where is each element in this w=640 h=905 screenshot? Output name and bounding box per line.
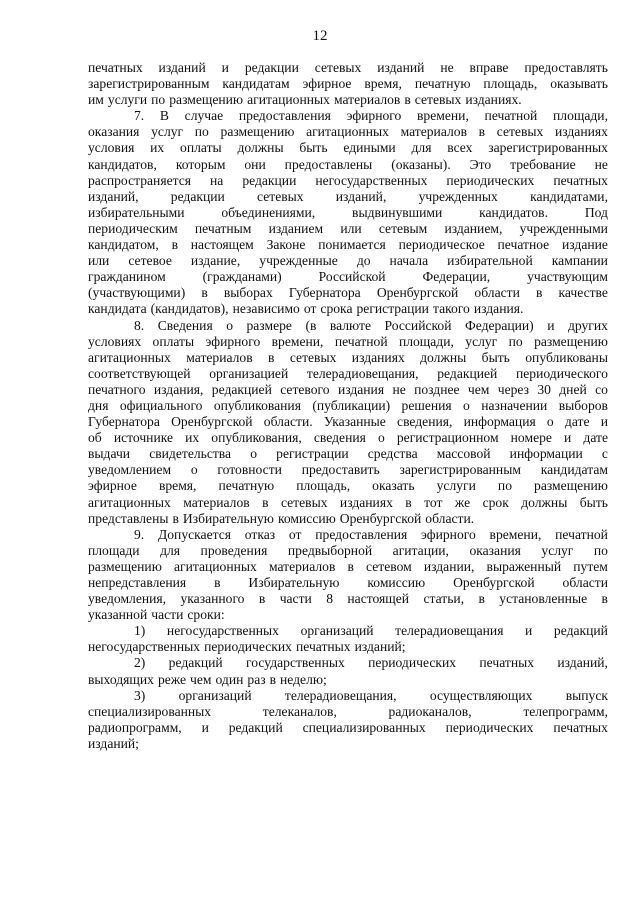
text-line: кандидатов, которым они предоставлены (оказаны). Это требование не: [88, 156, 608, 172]
text-line: агитационных материалов в сетевых изданиях в тот же срок должны быть: [88, 494, 608, 510]
page-number: 12: [312, 28, 328, 44]
text-line: кандидата (кандидатов), независимо от срока регистрации такого издания.: [88, 301, 524, 317]
text-line: уведомления, указанного в части 8 настоящей статьи, в установленные в: [88, 591, 608, 607]
text-line: периодическим печатным изданием или сетевым изданием, учрежденными: [88, 220, 608, 236]
text-line: 2) редакций государственных периодических печатных изданий,: [134, 655, 608, 671]
text-line: размещению агитационных материалов в сетевом издании, выраженный путем: [88, 558, 608, 574]
text-line: распространяется на редакции негосударственных периодических печатных: [88, 172, 608, 188]
text-line: выходящих реже чем один раз в неделю;: [88, 671, 327, 687]
text-line: дня официального опубликования (публикации) решения о назначении выборов: [88, 397, 608, 413]
text-line: зарегистрированным кандидатам эфирное время, печатную площадь, оказывать: [88, 76, 608, 92]
text-line: соответствующей организацией телерадиовещания, редакцией периодического: [88, 365, 608, 381]
text-line: выдачи свидетельства о регистрации средства массовой информации с: [88, 446, 608, 462]
text-line: 9. Допускается отказ от предоставления эфирного времени, печатной: [134, 526, 608, 542]
text-line: площади для проведения предвыборной агитации, оказания услуг по: [88, 542, 608, 558]
text-line: представлены в Избирательную комиссию Оренбургской области.: [88, 510, 475, 526]
text-line: условиях оплаты эфирного времени, печатной площади, услуг по размещению: [88, 333, 608, 349]
text-line: эфирное время, печатную площадь, оказать услуги по размещению: [88, 478, 608, 494]
text-line: 3) организаций телерадиовещания, осуществляющих выпуск: [134, 687, 608, 703]
document-body: [88, 60, 608, 752]
text-line: кандидатом, в настоящем Законе понимается периодическое печатное издание: [88, 237, 608, 253]
text-line: 8. Сведения о размере (в валюте Российской Федерации) и других: [134, 317, 608, 333]
text-line: печатного издания, редакцией сетевого издания не позднее чем через 30 дней со: [88, 381, 608, 397]
text-line: изданий;: [88, 735, 139, 751]
text-line: 7. В случае предоставления эфирного времени, печатной площади,: [134, 108, 608, 124]
text-line: избирательными объединениями, выдвинувшими кандидатов. Под: [88, 204, 608, 220]
text-line: (участвующими) в выборах Губернатора Оренбургской области в качестве: [88, 285, 608, 301]
text-line: уведомлением о готовности предоставить зарегистрированным кандидатам: [88, 462, 608, 478]
text-line: печатных изданий и редакции сетевых изданий не вправе предоставлять: [88, 60, 608, 75]
text-line: Губернатора Оренбургской области. Указанные сведения, информация о дате и: [88, 414, 608, 430]
text-line: изданий, редакции сетевых изданий, учрежденных кандидатами,: [88, 188, 608, 204]
text-line: специализированных телеканалов, радиоканалов, телепрограмм,: [88, 703, 608, 719]
text-line: негосударственных периодических печатных изданий;: [88, 639, 406, 655]
text-line: им услуги по размещению агитационных материалов в сетевых изданиях.: [88, 92, 522, 108]
text-line: агитационных материалов в сетевых изданиях должны быть опубликованы: [88, 349, 608, 365]
text-line: указанной части сроки:: [88, 607, 225, 623]
text-line: или сетевое издание, учрежденные до начала избирательной кампании: [88, 253, 608, 269]
text-line: радиопрограмм, и редакций специализированных периодических печатных: [88, 719, 608, 735]
text-line: непредставления в Избирательную комиссию Оренбургской области: [88, 575, 608, 590]
text-line: условия их оплаты должны быть едиными для всех зарегистрированных: [88, 140, 608, 156]
text-line: 1) негосударственных организаций телерадиовещания и редакций: [134, 623, 608, 639]
text-line: об источнике их опубликования, сведения о регистрационном номере и дате: [88, 430, 608, 446]
text-line: оказания услуг по размещению агитационных материалов в сетевых изданиях: [88, 124, 608, 140]
text-line: гражданином (гражданами) Российской Федерации, участвующим: [88, 269, 608, 285]
